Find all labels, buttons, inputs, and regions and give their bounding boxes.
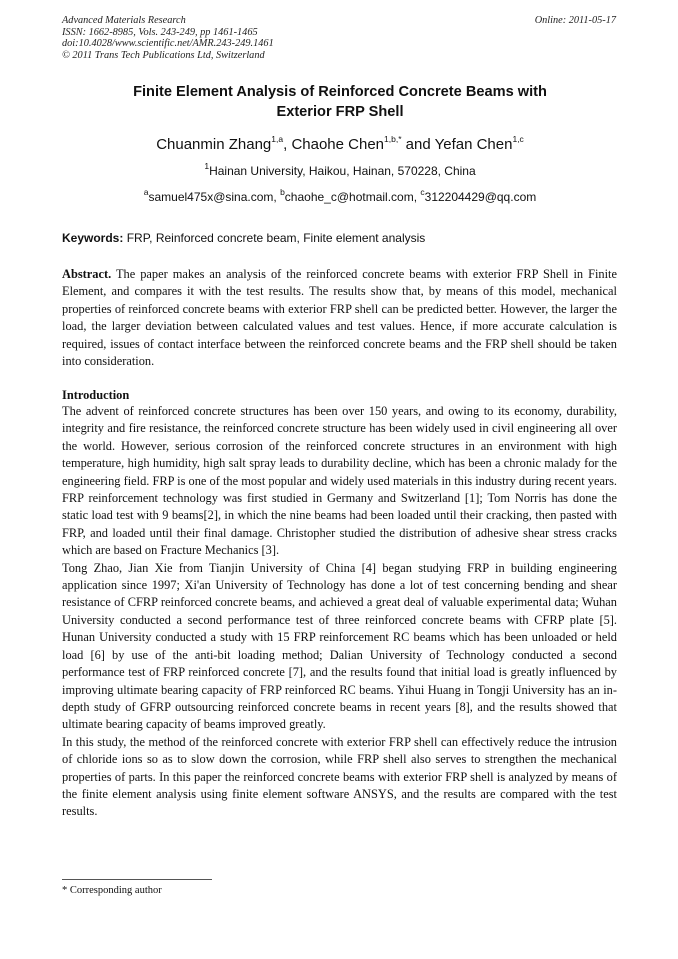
email-c: 312204429@qq.com — [424, 190, 537, 204]
footnote-divider — [62, 879, 212, 880]
intro-paragraph-2: Tong Zhao, Jian Xie from Tianjin University of China [4] began studying FRP in building engineering application since 1997; Xi'an University of Technology has done a lot of test concerning bending and shear resistance of CFRP reinforced concrete beams, and achieved a great deal of valuable experimental data; Wuhan University conducted a second performance test of three reinforced concrete beams with CFRP plate [5]. Hunan University conducted a study with 15 FRP reinforcement RC beams which has been unloaded or held load [6] by use of the anti-bit loading method; Dalian University of Technology conducted a second performance test of FRP reinforced concrete [7], and the results found that initial load is greatly influenced by improving ultimate bearing capacity of FRP reinforced RC beams. Yihui Huang in Tongji University has an in-depth study of GFRP outsourcing reinforced concrete beams in recent years [8], and the results showed that ultimate bearing capacity of beams improved greatly. — [62, 560, 617, 732]
doi-line: doi:10.4028/www.scientific.net/AMR.243-249.1461 — [62, 38, 274, 50]
title-line-1: Finite Element Analysis of Reinforced Concrete Beams with — [133, 84, 547, 100]
corresponding-author-footnote: * Corresponding author — [62, 885, 162, 896]
paper-title — [62, 82, 618, 122]
title-line-2: Exterior FRP Shell — [276, 104, 404, 120]
author-2-sup: 1,b,* — [384, 134, 402, 144]
copyright-line: © 2011 Trans Tech Publications Ltd, Switzerland — [62, 49, 265, 61]
author-2-name: Chaohe Chen — [291, 136, 385, 153]
affiliation — [62, 163, 618, 179]
author-separator-1: , — [283, 136, 292, 153]
affiliation-text: Hainan University, Haikou, Hainan, 570228, China — [209, 164, 476, 178]
keywords — [62, 230, 618, 246]
introduction-body — [62, 403, 617, 821]
author-3-name: Yefan Chen — [434, 136, 513, 153]
online-date: Online: 2011-05-17 — [534, 15, 616, 26]
abstract — [62, 266, 617, 370]
email-a: samuel475x@sina.com, — [148, 190, 281, 204]
email-b-sup: b — [280, 187, 285, 197]
author-separator-2: and — [401, 136, 435, 153]
abstract-text: The paper makes an analysis of the reinforced concrete beams with exterior FRP Shell in Finite Element, and compares it with the test results. The results show that, by means of this model, mechanical properties of reinforced concrete beams with exterior FRP shell can be predicted better. However, the larger the load, the larger deviation between calculated values and test values. Hence, if more accurate calculation is required, issues of contact interface between the reinforced concrete beams and the FRP shell should be taken into consideration. — [62, 267, 617, 369]
author-list — [62, 135, 618, 155]
intro-paragraph-1: The advent of reinforced concrete structures has been over 150 years, and owing to its economy, durability, integrity and fire resistance, the reinforced concrete structure has been widely used in civil engineering all over the world. However, serious corrosion of the reinforced concrete structures in an environment with high temperature, high humidity, high salt spray leads to durability decline, which has been a chronic malady for the engineering field. FRP is one of the most popular and widely used materials in this industry during recent years. FRP reinforcement technology was first studied in Germany and Switzerland [1]; Tom Norris has done the static load test with 9 beams[2], in which the nine beams had been loaded until their cracking, then pasted with FRP, and loaded until their final damage. Christopher studied the distribution of adhesive shear stress cracks which are based on Fracture Mechanics [3]. — [62, 404, 617, 558]
journal-header — [62, 15, 618, 61]
affiliation-sup: 1 — [204, 161, 210, 171]
intro-paragraph-3: In this study, the method of the reinforced concrete with exterior FRP shell can effectively reduce the intrusion of chloride ions so as to slow down the corrosion, while FRP shell also serves to strengthen the mechanical properties of parts. In this paper the reinforced concrete beams with exterior FRP shell is analyzed by means of the finite element analysis using finite element software ANSYS, and the results are compared with the test results. — [62, 734, 617, 819]
keywords-text: FRP, Reinforced concrete beam, Finite element analysis — [123, 231, 426, 245]
email-c-sup: c — [420, 187, 425, 197]
author-1-name: Chuanmin Zhang — [156, 136, 272, 153]
keywords-label: Keywords: — [62, 231, 124, 245]
issn-line: ISSN: 1662-8985, Vols. 243-249, pp 1461-1465 — [62, 26, 258, 38]
journal-name: Advanced Materials Research — [62, 15, 186, 26]
email-a-sup: a — [143, 187, 149, 197]
email-b: chaohe_c@hotmail.com, — [284, 190, 421, 204]
author-3-sup: 1,c — [512, 134, 524, 144]
author-emails — [62, 189, 618, 205]
introduction-heading: Introduction — [62, 388, 130, 402]
author-1-sup: 1,a — [271, 134, 284, 144]
abstract-label: Abstract. — [62, 267, 112, 281]
